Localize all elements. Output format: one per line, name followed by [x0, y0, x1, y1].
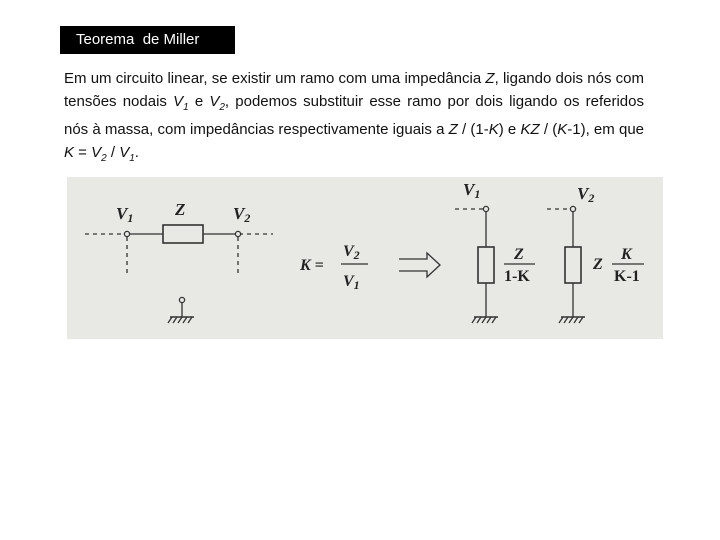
branch1-impedance-denominator: 1-K: [504, 268, 530, 285]
miller-circuit-diagram: [67, 177, 663, 339]
branch1-impedance-numerator: Z: [514, 246, 524, 263]
branch2-impedance-denominator: K-1: [614, 268, 640, 285]
node2-dot: [235, 231, 240, 236]
ground-node-dot: [179, 297, 184, 302]
branch2-node-dot: [570, 206, 575, 211]
node1-label: V1: [116, 204, 134, 225]
equation-denominator: V1: [343, 273, 360, 292]
node1-dot: [124, 231, 129, 236]
branch2-node-label: V2: [577, 184, 595, 205]
equation-numerator: V2: [343, 243, 360, 262]
branch2-impedance-numerator: K: [621, 246, 632, 263]
slide-title: Teorema de Miller: [60, 26, 235, 54]
branch2-impedance-prefix: Z: [593, 256, 603, 273]
miller-circuit-svg: [67, 177, 663, 339]
branch1-node-dot: [483, 206, 488, 211]
node2-label: V2: [233, 204, 251, 225]
branch1-node-label: V1: [463, 180, 481, 201]
equation-lhs: K =: [300, 257, 324, 274]
impedance-z-label: Z: [175, 200, 186, 219]
miller-theorem-description: Em um circuito linear, se existir um ramo com uma impedância Z, ligando dois nós com tensões nodais $V_1$ e $V_2$, podemos substituir esse ramo por dois ligando os referidos nós à massa, com impedâncias respectivamente iguais a Z / (1-K) e KZ / (K-1), em que $K = V_2 / V_1$.: [64, 70, 644, 164]
